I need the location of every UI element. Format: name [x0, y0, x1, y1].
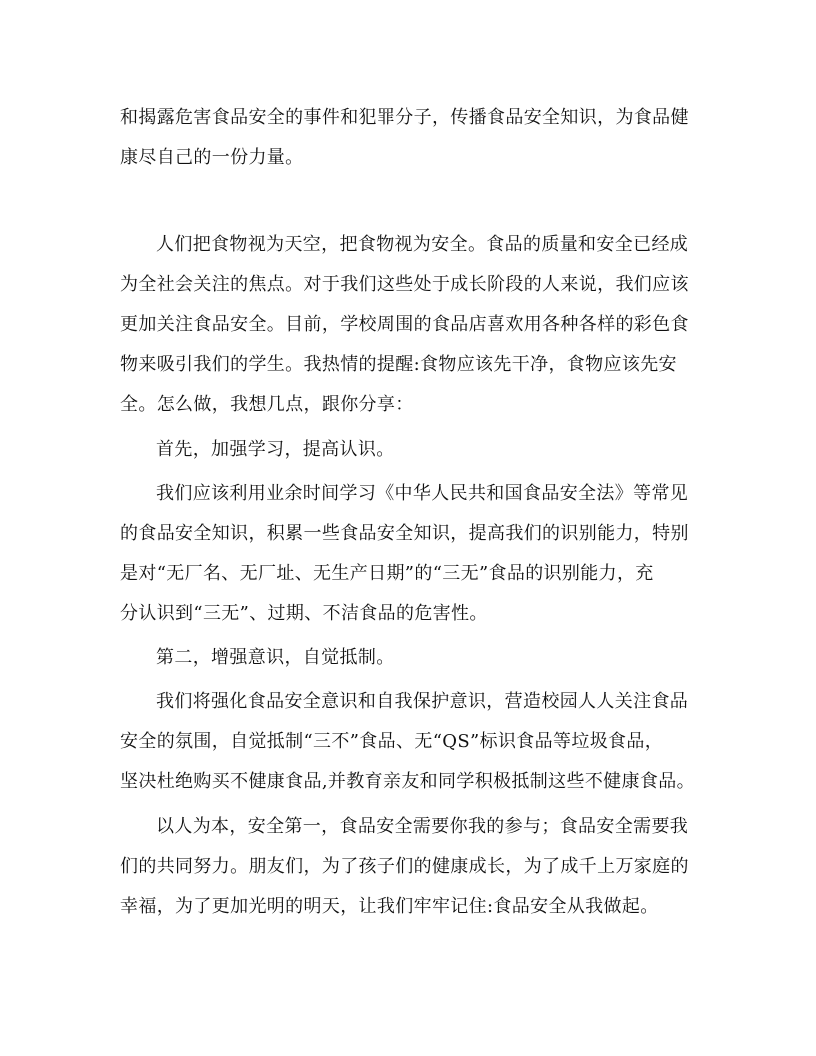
text-line: 和揭露危害食品安全的事件和犯罪分子，传播食品安全知识，为食品健	[120, 107, 689, 128]
text-line: 坚决杜绝购买不健康食品,并教育亲友和同学积极抵制这些不健康食品。	[120, 771, 695, 792]
text-line: 的食品安全知识，积累一些食品安全知识，提高我们的识别能力，特别	[120, 523, 689, 544]
text-line: 我们将强化食品安全意识和自我保护意识，营造校园人人关注食品	[156, 691, 689, 712]
text-line: 更加关注食品安全。目前，学校周围的食品店喜欢用各种各样的彩色食	[120, 314, 689, 335]
text-line: 以人为本，安全第一，食品安全需要你我的参与；食品安全需要我	[156, 816, 689, 837]
text-line: 是对“无厂名、无厂址、无生产日期”的“三无”食品的识别能力，充	[120, 563, 654, 584]
section-heading: 第二，增强意识，自觉抵制。	[156, 647, 395, 668]
text-line: 人们把食物视为天空，把食物视为安全。食品的质量和安全已经成	[156, 234, 689, 255]
text-line: 们的共同努力。朋友们，为了孩子们的健康成长，为了成千上万家庭的	[120, 856, 689, 877]
text-line: 安全的氛围，自觉抵制“三不”食品、无“QS”标识食品等垃圾食品，	[120, 731, 664, 752]
text-line: 为全社会关注的焦点。对于我们这些处于成长阶段的人来说，我们应该	[120, 274, 689, 295]
text-line: 物来吸引我们的学生。我热情的提醒:食物应该先干净，食物应该先安	[120, 354, 677, 375]
section-heading: 首先，加强学习，提高认识。	[156, 439, 395, 460]
text-line: 幸福，为了更加光明的明天，让我们牢牢记住:食品安全从我做起。	[120, 896, 659, 917]
text-line: 分认识到“三无”、过期、不洁食品的危害性。	[120, 603, 488, 624]
text-line: 全。怎么做，我想几点，跟你分享：	[120, 394, 414, 415]
text-line: 我们应该利用业余时间学习《中华人民共和国食品安全法》等常见	[156, 483, 689, 504]
text-line: 康尽自己的一份力量。	[120, 147, 304, 168]
